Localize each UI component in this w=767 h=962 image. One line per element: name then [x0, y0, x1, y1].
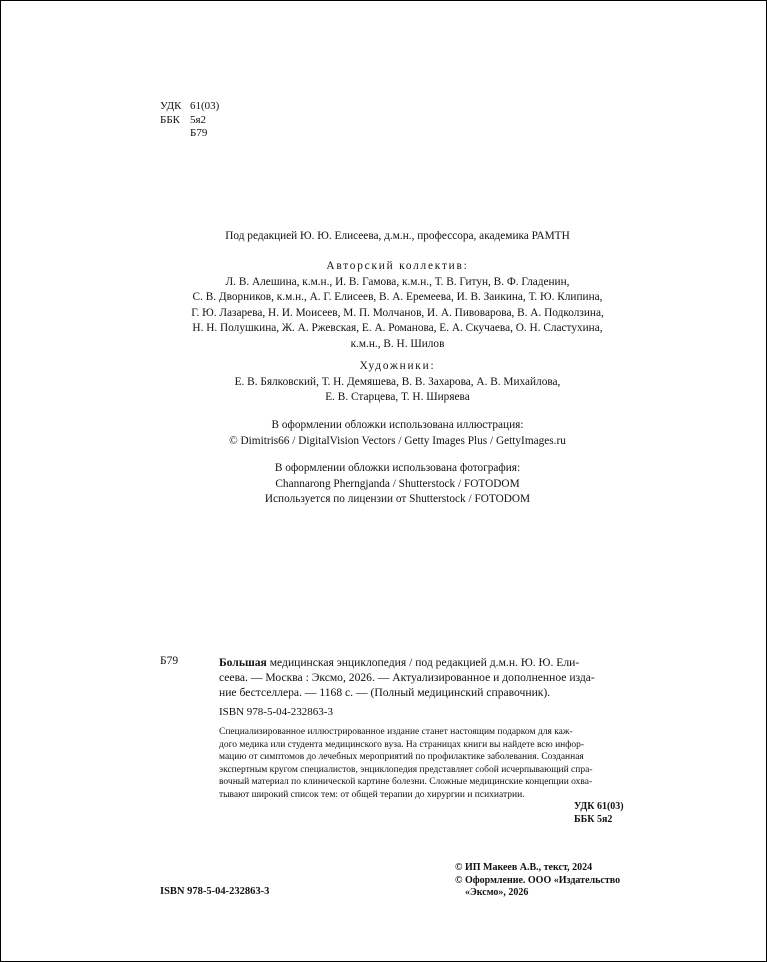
cover-photo-line: В оформлении обложки использована фотография:	[274, 462, 521, 474]
bottom-classification	[574, 800, 624, 826]
description-line: сеева. — Москва : Эксмо, 2026. — Актуализированное и дополненное изда-	[219, 671, 595, 684]
cover-photo-license: Используется по лицензии от Shutterstock / FOTODOM	[264, 493, 531, 506]
authors-line: к.м.н., В. Н. Шилов	[350, 337, 445, 350]
copyright-line: © Оформление. ООО «Издательство	[455, 874, 621, 886]
title-bold: Большая	[219, 656, 267, 669]
summary-line: дого медика или студента медицинского вуза. На страницах книги вы найдете всю инфор-	[219, 739, 585, 750]
cover-photo-credit	[120, 461, 675, 508]
summary-line: мацию от симптомов до лечебных мероприятий по профилактике заболевания. Созданная	[219, 752, 584, 763]
bbk-value: 5я2	[190, 113, 207, 126]
description-line: ние бестселлера. — 1168 с. — (Полный медицинский справочник).	[219, 686, 551, 699]
editor-line: Под редакцией Ю. Ю. Елисеева, д.м.н., профессора, академика РАМТН	[225, 230, 570, 242]
bbk-label: ББК	[160, 113, 180, 126]
author-mark: Б79	[190, 127, 208, 139]
bibliographic-description	[219, 655, 631, 700]
summary-line: вочный материал по клинической картине болезни. Сложные медицинские концепции охва-	[219, 777, 593, 788]
summary-line: тывают широкий список тем: от общей терапии до хирургии и психиатрии.	[219, 789, 525, 800]
cover-illustration-source: © Dimitris66 / DigitalVision Vectors / Getty Images Plus / GettyImages.ru	[229, 434, 566, 447]
udk-label: УДК	[160, 100, 182, 112]
copyright-block	[455, 862, 620, 900]
udk-value: 61(03)	[190, 100, 220, 112]
description-line: медицинская энциклопедия / под редакцией д.м.н. Ю. Ю. Ели-	[266, 656, 580, 669]
copyright-line: «Эксмо», 2026	[465, 887, 529, 898]
authors-line: Г. Ю. Лазарева, Н. И. Моисеев, М. П. Молчанов, И. А. Пивоварова, В. А. Подколзина,	[191, 306, 604, 319]
bottom-bbk: ББК 5я2	[574, 814, 613, 825]
summary-line: Специализированное иллюстрированное издание станет настоящим подарком для каж-	[219, 727, 573, 737]
bottom-udk: УДК 61(03)	[574, 801, 624, 812]
artists-line: Е. В. Старцева, Т. Н. Ширяева	[325, 391, 470, 404]
classification-block	[160, 100, 219, 141]
authors-line: С. В. Дворников, к.м.н., А. Г. Елисеев, В. А. Еремеева, И. В. Заикина, Т. Ю. Клипина,	[192, 291, 603, 304]
summary-line: экспертным кругом специалистов, энциклопедия представляет собой исчерпывающий спра-	[219, 764, 593, 775]
artists-block	[120, 359, 675, 406]
bibliography-mark: Б79	[160, 655, 179, 667]
isbn-bottom: ISBN 978-5-04-232863-3	[160, 886, 270, 897]
isbn-inline: ISBN 978-5-04-232863-3	[219, 706, 333, 718]
summary-text	[219, 726, 631, 802]
authors-line: Л. В. Алешина, к.м.н., И. В. Гамова, к.м.н., Т. В. Гитун, В. Ф. Гладенин,	[225, 275, 570, 288]
cover-illustration-line: В оформлении обложки использована иллюстрация:	[271, 419, 524, 431]
cover-illustration-credit	[120, 418, 675, 449]
artists-heading: Художники:	[359, 360, 436, 372]
artists-line: Е. В. Бялковский, Т. Н. Демяшева, В. В. Захарова, А. В. Михайлова,	[234, 375, 561, 388]
authors-line: Н. Н. Полушкина, Ж. А. Ржевская, Е. А. Романова, Е. А. Скучаева, О. Н. Сластухина,	[192, 322, 603, 335]
cover-photo-source: Channarong Pherngjanda / Shutterstock / FOTODOM	[275, 477, 520, 490]
authors-heading: Авторский коллектив:	[326, 260, 469, 272]
authors-block	[120, 259, 675, 353]
copyright-line: © ИП Макеев А.В., текст, 2024	[455, 862, 593, 873]
